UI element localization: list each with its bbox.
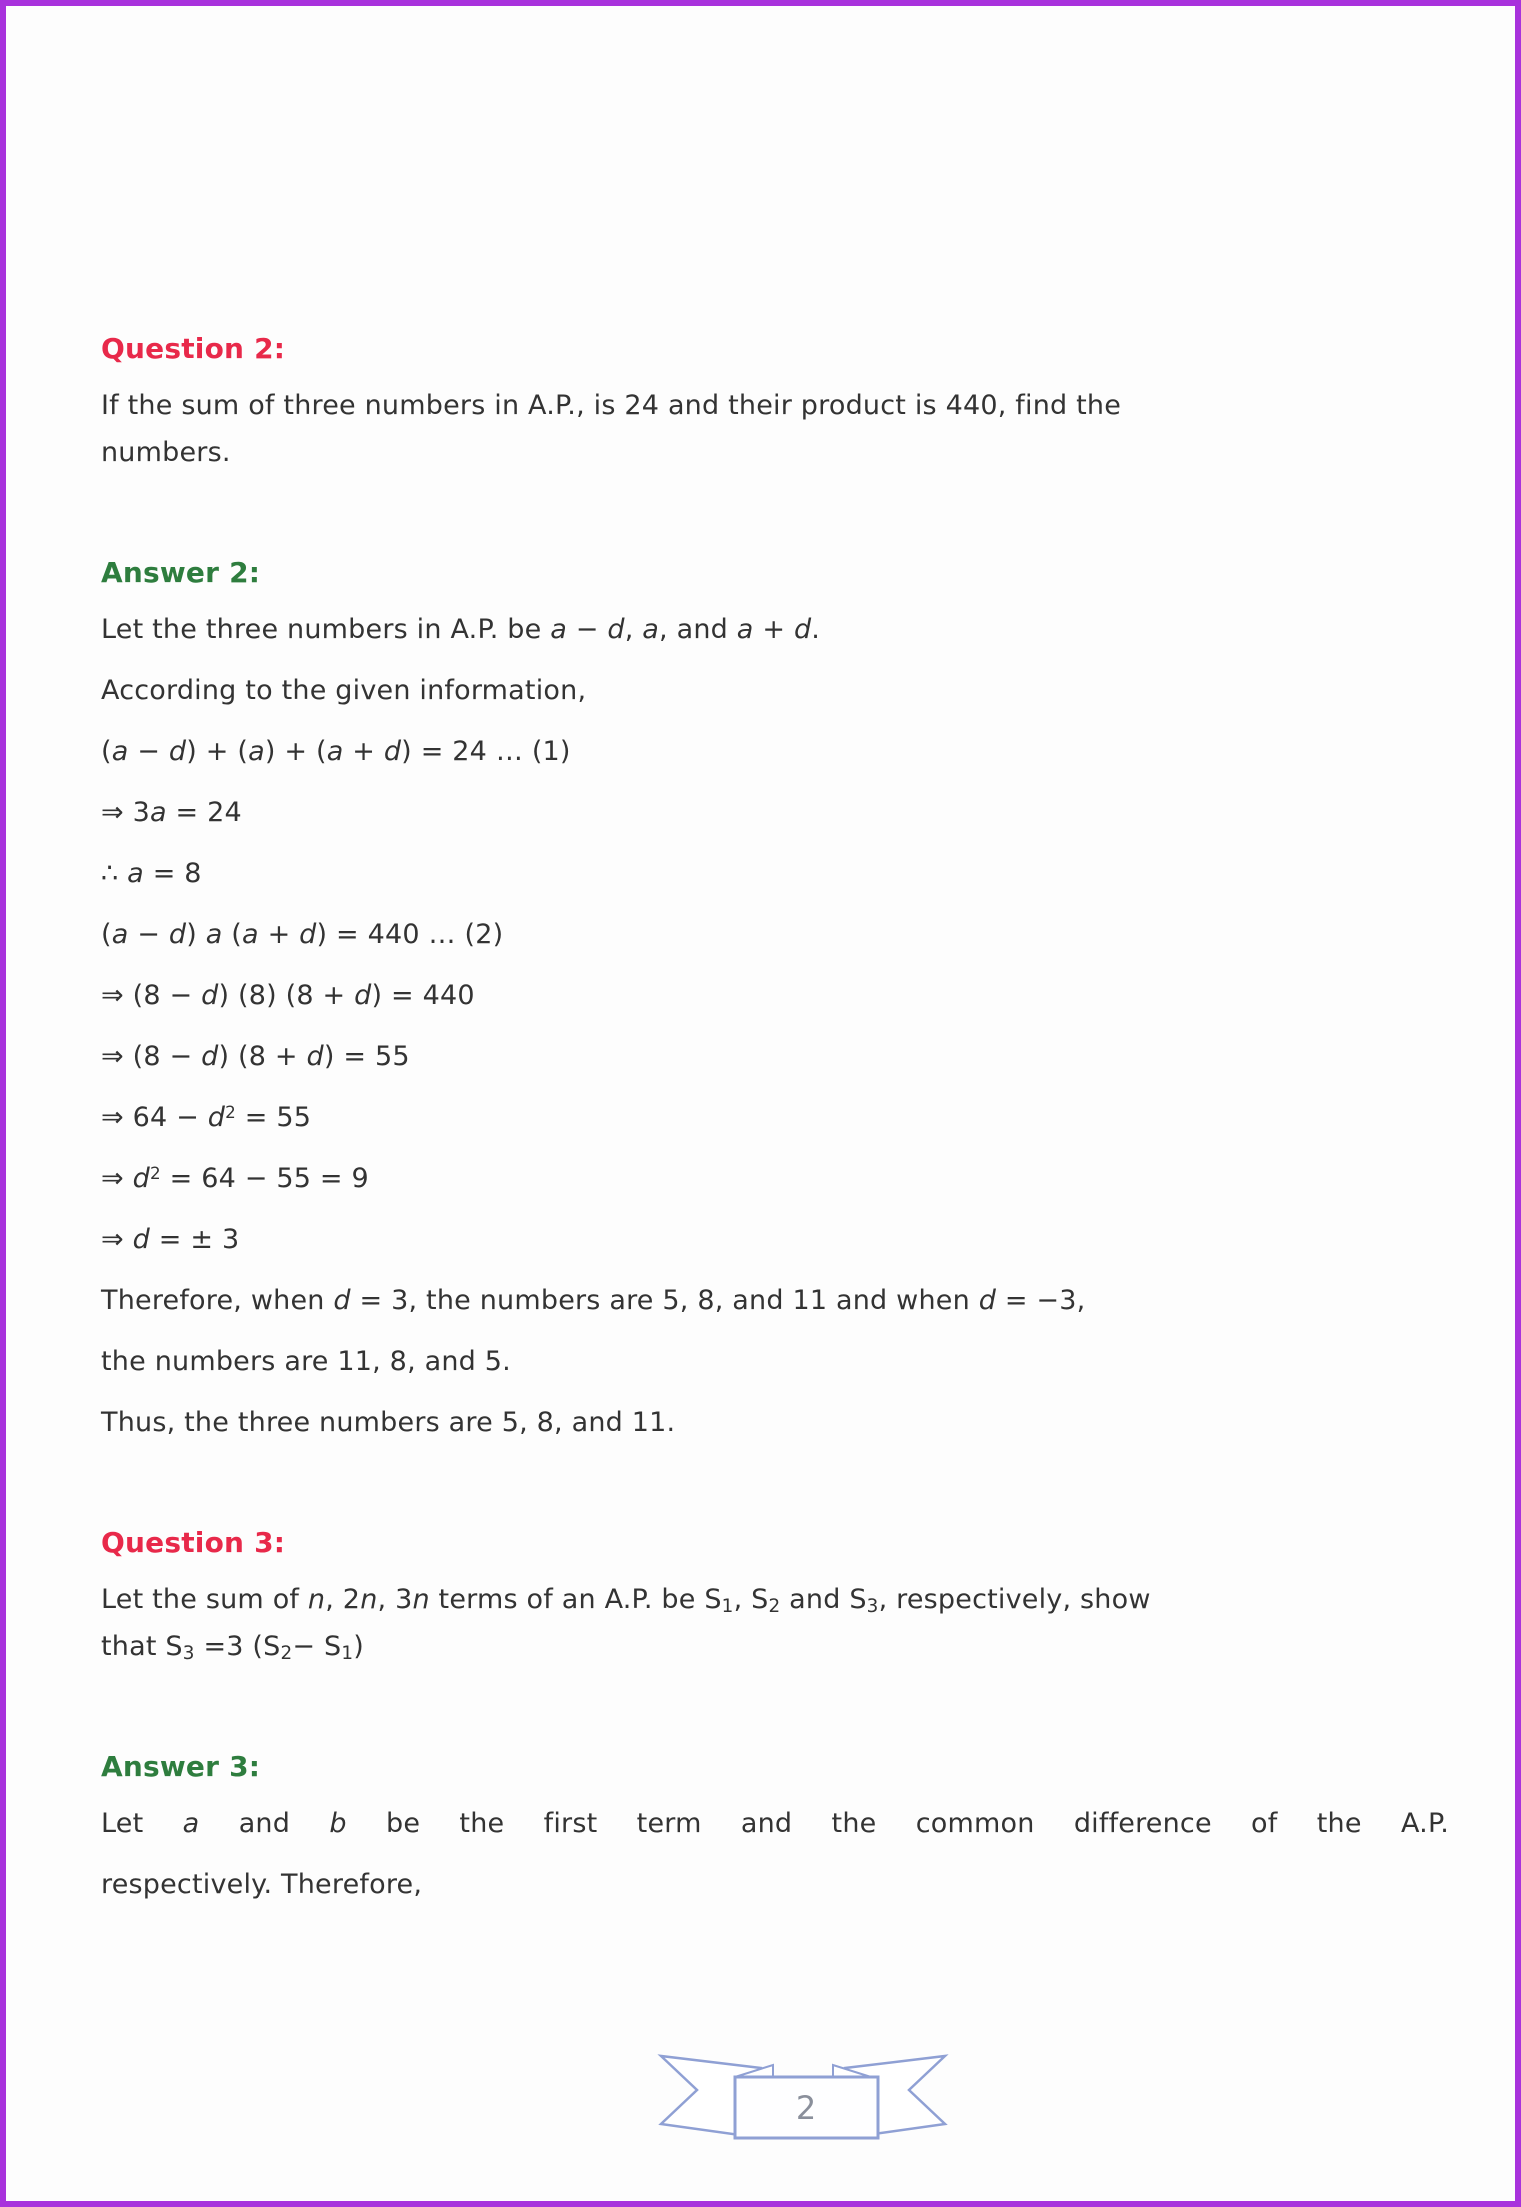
question-3-heading <box>101 1526 1449 1560</box>
text-run: = 3, the numbers are 5, 8, and 11 and when <box>350 1285 979 1316</box>
text-run: ⇒ (8 − <box>101 1041 202 1072</box>
text-run: , respectively, show <box>878 1584 1151 1615</box>
text-run: = 55 <box>235 1102 312 1133</box>
text-run: Question 3: <box>101 1526 286 1559</box>
text-run: Answer 2: <box>101 556 261 589</box>
text-run: be the first term and the common difference of the A.P. <box>346 1808 1449 1839</box>
text-run: ⇒ (8 − <box>101 980 202 1011</box>
question-3-text-line-1 <box>101 1583 1449 1617</box>
text-run: ( <box>222 919 243 950</box>
text-run: ) <box>353 1631 364 1662</box>
text-run: + <box>258 919 300 950</box>
text-run: ) = 24 … (1) <box>401 736 571 767</box>
text-run: = 64 − 55 = 9 <box>160 1163 369 1194</box>
math-variable: d <box>607 614 625 645</box>
subscript: 1 <box>341 1643 354 1665</box>
text-run: , 2 <box>325 1584 361 1615</box>
answer-2-conclusion-line-3 <box>101 1406 1449 1440</box>
text-run: ⇒ 64 − <box>101 1102 208 1133</box>
subscript: 3 <box>182 1643 195 1665</box>
answer-3-line-1 <box>101 1807 1449 1841</box>
answer-3-line-2 <box>101 1868 1449 1902</box>
math-line <box>101 857 1449 891</box>
text-run: Let the three numbers in A.P. be <box>101 614 551 645</box>
math-variable: a <box>736 614 754 645</box>
text-run: ⇒ 3 <box>101 797 150 828</box>
math-line <box>101 979 1449 1013</box>
ribbon-banner-icon <box>653 2046 953 2150</box>
text-run: ) = 55 <box>323 1041 410 1072</box>
text-run: =3 (S <box>194 1631 281 1662</box>
text-run: respectively. Therefore, <box>101 1869 423 1900</box>
text-run: . <box>811 614 821 645</box>
text-run: ) = 440 <box>371 980 475 1011</box>
math-variable: d <box>793 614 812 645</box>
text-run: According to the given information, <box>101 675 587 706</box>
document-content <box>101 332 1449 1902</box>
math-variable: a <box>182 1808 200 1839</box>
question-2-heading <box>101 332 1449 366</box>
answer-2-conclusion-line-2 <box>101 1345 1449 1379</box>
subscript: 3 <box>866 1596 879 1618</box>
math-line <box>101 1223 1449 1257</box>
math-variable: d <box>168 919 187 950</box>
math-variable: a <box>111 736 129 767</box>
math-line <box>101 735 1449 769</box>
superscript: 2 <box>225 1102 236 1123</box>
math-line <box>101 1162 1449 1196</box>
text-run: ) = 440 … (2) <box>316 919 504 950</box>
answer-2-heading <box>101 556 1449 590</box>
subscript: 2 <box>280 1643 293 1665</box>
text-run: Question 2: <box>101 332 286 365</box>
text-run: Let <box>101 1808 183 1839</box>
text-run: terms of an A.P. be S <box>429 1584 722 1615</box>
math-line <box>101 918 1449 952</box>
page-number: 2 <box>795 2089 817 2127</box>
text-run: that S <box>101 1631 183 1662</box>
math-variable: d <box>354 980 372 1011</box>
math-line <box>101 1040 1449 1074</box>
question-3-text-line-2 <box>101 1630 1449 1664</box>
math-variable: n <box>307 1584 326 1615</box>
math-variable: d <box>201 1041 219 1072</box>
math-variable: a <box>127 858 144 889</box>
math-variable: d <box>201 980 219 1011</box>
math-variable: a <box>326 736 344 767</box>
text-run: − <box>128 919 169 950</box>
math-variable: d <box>978 1285 997 1316</box>
text-run: = 24 <box>166 797 242 828</box>
math-variable: d <box>383 736 402 767</box>
text-run: Let the sum of <box>101 1584 308 1615</box>
text-run: ) + ( <box>264 736 327 767</box>
math-variable: b <box>329 1808 347 1839</box>
question-2-text-line-2 <box>101 436 1449 470</box>
math-variable: d <box>168 736 187 767</box>
text-run: , <box>624 614 643 645</box>
text-run: the numbers are 11, 8, and 5. <box>101 1346 511 1377</box>
math-variable: d <box>299 919 317 950</box>
math-variable: d <box>333 1285 351 1316</box>
text-run: Therefore, when <box>101 1285 334 1316</box>
text-run: ⇒ <box>101 1163 133 1194</box>
text-run: ( <box>101 736 112 767</box>
text-run: + <box>753 614 794 645</box>
superscript: 2 <box>149 1163 161 1184</box>
text-run: Thus, the three numbers are 5, 8, and 11. <box>101 1407 676 1438</box>
text-run: = 8 <box>143 858 202 889</box>
text-run: Answer 3: <box>101 1750 261 1783</box>
subscript: 1 <box>721 1596 734 1618</box>
text-run: ) (8) (8 + <box>218 980 355 1011</box>
page-number-ribbon <box>653 2046 953 2150</box>
text-run: = −3, <box>996 1285 1086 1316</box>
text-run: + <box>343 736 384 767</box>
text-run: ∴ <box>101 858 128 889</box>
answer-2-conclusion-line-1 <box>101 1284 1449 1318</box>
answer-3-heading <box>101 1750 1449 1784</box>
text-run: − <box>566 614 608 645</box>
text-run: and S <box>780 1584 867 1615</box>
math-variable: a <box>149 797 167 828</box>
math-line <box>101 796 1449 830</box>
text-run: , and <box>659 614 737 645</box>
text-run: ) (8 + <box>218 1041 307 1072</box>
text-run: − <box>128 736 169 767</box>
text-run: , 3 <box>377 1584 413 1615</box>
subscript: 2 <box>768 1596 781 1618</box>
text-run: ) <box>186 919 206 950</box>
math-variable: d <box>306 1041 324 1072</box>
math-variable: a <box>550 614 567 645</box>
answer-2-line <box>101 613 1449 647</box>
text-run: numbers. <box>101 437 231 468</box>
text-run: If the sum of three numbers in A.P., is 24 and their product is 440, find the <box>101 390 1122 421</box>
text-run: = ± 3 <box>149 1224 240 1255</box>
math-variable: d <box>207 1102 226 1133</box>
math-variable: n <box>412 1584 430 1615</box>
math-variable: a <box>642 614 660 645</box>
math-variable: a <box>111 919 129 950</box>
text-run: and <box>199 1808 330 1839</box>
text-run: − S <box>292 1631 342 1662</box>
math-variable: d <box>132 1224 150 1255</box>
math-variable: a <box>205 919 223 950</box>
text-run: ⇒ <box>101 1224 133 1255</box>
math-variable: a <box>248 736 265 767</box>
math-line <box>101 1101 1449 1135</box>
math-variable: n <box>360 1584 378 1615</box>
answer-2-line <box>101 674 1449 708</box>
text-run: , S <box>733 1584 769 1615</box>
text-run: ( <box>101 919 112 950</box>
math-variable: d <box>132 1163 150 1194</box>
text-run: ) + ( <box>186 736 249 767</box>
math-variable: a <box>242 919 259 950</box>
question-2-text-line-1 <box>101 389 1449 423</box>
